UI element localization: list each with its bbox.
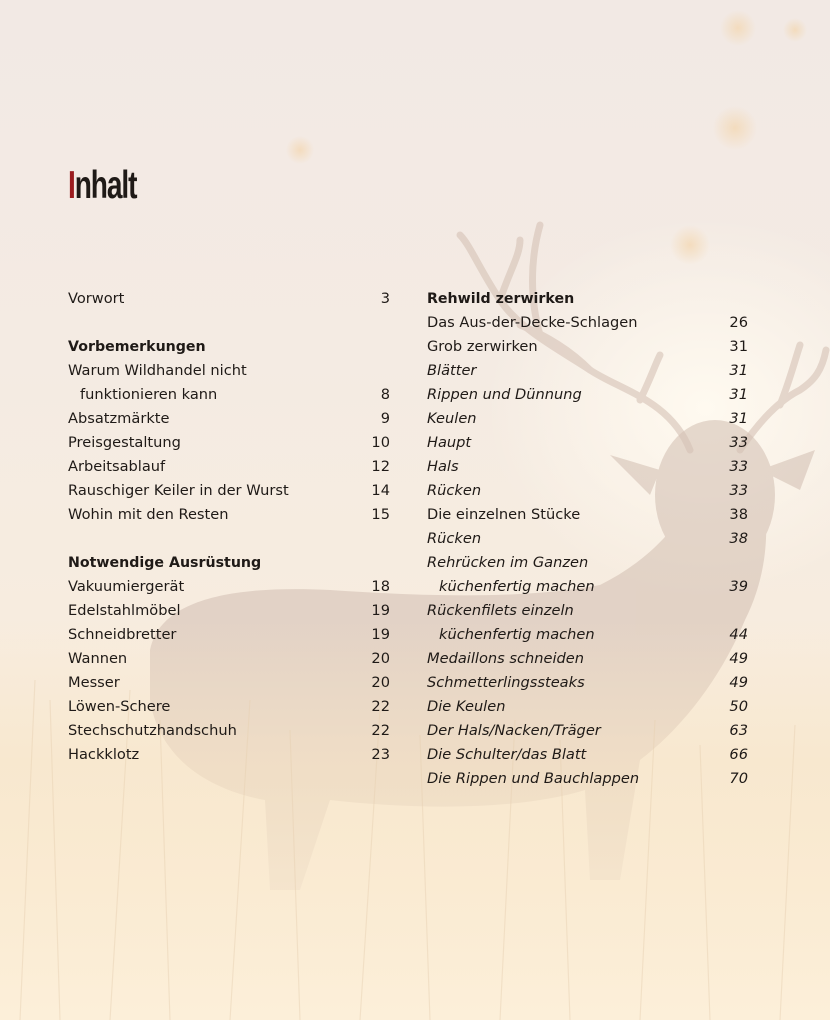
toc-entry[interactable] xyxy=(427,311,748,335)
toc-page-number: 19 xyxy=(371,602,390,619)
toc-entry-title: Warum Wildhandel nicht xyxy=(68,362,247,379)
toc-entry[interactable] xyxy=(68,407,390,431)
toc-entry[interactable] xyxy=(427,455,748,479)
toc-page-number: 63 xyxy=(729,722,748,739)
toc-entry-title: Schmetterlingssteaks xyxy=(427,674,585,691)
toc-entry-title: Preisgestaltung xyxy=(68,434,181,451)
toc-entry[interactable] xyxy=(427,647,748,671)
toc-entry-title: Wannen xyxy=(68,650,128,667)
toc-page-number: 14 xyxy=(371,482,390,499)
toc-entry[interactable] xyxy=(427,431,748,455)
toc-page-number: 38 xyxy=(729,506,748,523)
title-rest: nhalt xyxy=(74,164,137,207)
toc-page-number: 31 xyxy=(729,362,748,379)
toc-entry[interactable] xyxy=(68,503,390,527)
toc-spacer xyxy=(68,311,390,335)
toc-entry[interactable] xyxy=(68,287,390,311)
toc-spacer xyxy=(68,527,390,551)
toc-page-number: 66 xyxy=(729,746,748,763)
toc-page-number: 12 xyxy=(371,458,390,475)
toc-page-number: 33 xyxy=(729,482,748,499)
toc-entry[interactable] xyxy=(427,599,748,623)
toc-entry[interactable] xyxy=(427,383,748,407)
toc-entry[interactable] xyxy=(427,527,748,551)
toc-entry-title: Die einzelnen Stücke xyxy=(427,506,581,523)
toc-page-number: 33 xyxy=(729,434,748,451)
toc-entry-title: Das Aus-der-Decke-Schlagen xyxy=(427,314,638,331)
toc-entry-title: Rauschiger Keiler in der Wurst xyxy=(68,482,289,499)
toc-entry[interactable] xyxy=(68,383,390,407)
toc-entry-title: Rückenfilets einzeln xyxy=(427,602,574,619)
toc-section-heading xyxy=(427,287,748,311)
toc-entry-title: Wohin mit den Resten xyxy=(68,506,229,523)
toc-entry-title: funktionieren kann xyxy=(80,386,218,403)
toc-entry-title: Schneidbretter xyxy=(68,626,177,643)
toc-page-number: 44 xyxy=(729,626,748,643)
toc-entry-title: Die Schulter/das Blatt xyxy=(427,746,587,763)
toc-entry-title: Medaillons schneiden xyxy=(427,650,585,667)
toc-page-number: 31 xyxy=(729,338,748,355)
toc-entry[interactable] xyxy=(68,431,390,455)
toc-entry-title: Absatzmärkte xyxy=(68,410,170,427)
toc-entry-title: Vorwort xyxy=(68,290,125,307)
toc-entry-title: Die Keulen xyxy=(427,698,506,715)
toc-entry-title: Blätter xyxy=(427,362,477,379)
toc-entry[interactable] xyxy=(427,623,748,647)
toc-column-right xyxy=(427,287,748,791)
toc-entry-title: Rücken xyxy=(427,530,482,547)
toc-page-number: 50 xyxy=(729,698,748,715)
toc-entry[interactable] xyxy=(427,407,748,431)
toc-entry[interactable] xyxy=(427,575,748,599)
toc-entry[interactable] xyxy=(427,695,748,719)
toc-page-number: 9 xyxy=(380,410,390,427)
toc-entry[interactable] xyxy=(68,599,390,623)
toc-page-number: 49 xyxy=(729,650,748,667)
toc-page-number: 20 xyxy=(371,650,390,667)
toc-page-number: 31 xyxy=(729,386,748,403)
toc-entry-title: Hackklotz xyxy=(68,746,140,763)
toc-page-number: 15 xyxy=(371,506,390,523)
toc-entry-title: Hals xyxy=(427,458,459,475)
toc-section-heading xyxy=(68,335,390,359)
toc-page-number: 31 xyxy=(729,410,748,427)
toc-entry-title: Rehrücken im Ganzen xyxy=(427,554,589,571)
toc-entry-title: Vorbemerkungen xyxy=(68,339,206,355)
toc-entry[interactable] xyxy=(427,335,748,359)
toc-page-number: 33 xyxy=(729,458,748,475)
toc-entry[interactable] xyxy=(427,503,748,527)
toc-entry[interactable] xyxy=(68,671,390,695)
toc-page-number: 49 xyxy=(729,674,748,691)
toc-entry-title: Rippen und Dünnung xyxy=(427,386,582,403)
toc-entry-title: Vakuumiergerät xyxy=(68,578,185,595)
toc-entry-title: Löwen-Schere xyxy=(68,698,171,715)
toc-entry-title: Notwendige Ausrüstung xyxy=(68,555,262,571)
toc-page-number: 3 xyxy=(380,290,390,307)
toc-entry-title: Die Rippen und Bauchlappen xyxy=(427,770,640,787)
toc-column-left xyxy=(68,287,390,767)
toc-entry-title: Arbeitsablauf xyxy=(68,458,166,475)
toc-page-number: 10 xyxy=(371,434,390,451)
toc-page-number: 23 xyxy=(371,746,390,763)
toc-entry[interactable] xyxy=(68,623,390,647)
toc-page-number: 38 xyxy=(729,530,748,547)
toc-entry-title: Rehwild zerwirken xyxy=(427,291,575,307)
toc-entry[interactable] xyxy=(427,767,748,791)
toc-page-number: 39 xyxy=(729,578,748,595)
toc-entry-title: Haupt xyxy=(427,434,472,451)
toc-entry[interactable] xyxy=(68,695,390,719)
toc-page-number: 70 xyxy=(729,770,748,787)
toc-page-number: 26 xyxy=(729,314,748,331)
toc-page-number: 18 xyxy=(371,578,390,595)
toc-page-number: 8 xyxy=(380,386,390,403)
toc-entry[interactable] xyxy=(427,671,748,695)
title-initial: I xyxy=(68,164,75,207)
toc-page-number: 20 xyxy=(371,674,390,691)
toc-entry[interactable] xyxy=(427,743,748,767)
toc-entry[interactable] xyxy=(427,479,748,503)
toc-entry[interactable] xyxy=(68,455,390,479)
toc-entry-title: Der Hals/Nacken/Träger xyxy=(427,722,601,739)
toc-entry[interactable] xyxy=(68,719,390,743)
toc-entry[interactable] xyxy=(427,359,748,383)
toc-entry[interactable] xyxy=(68,479,390,503)
toc-entry[interactable] xyxy=(68,575,390,599)
toc-entry-title: küchenfertig machen xyxy=(439,578,595,595)
toc-entry-title: Messer xyxy=(68,674,120,691)
toc-entry-title: Rücken xyxy=(427,482,482,499)
toc-entry[interactable] xyxy=(68,359,390,383)
toc-entry-title: Grob zerwirken xyxy=(427,338,538,355)
toc-entry[interactable] xyxy=(68,743,390,767)
toc-page-number: 22 xyxy=(371,722,390,739)
toc-entry-title: Edelstahlmöbel xyxy=(68,602,181,619)
toc-page-number: 19 xyxy=(371,626,390,643)
toc-entry[interactable] xyxy=(427,551,748,575)
toc-page-number: 22 xyxy=(371,698,390,715)
toc-section-heading xyxy=(68,551,390,575)
toc-entry[interactable] xyxy=(68,647,390,671)
toc-entry[interactable] xyxy=(427,719,748,743)
page-title xyxy=(68,166,136,205)
toc-entry-title: küchenfertig machen xyxy=(439,626,595,643)
toc-entry-title: Stechschutzhandschuh xyxy=(68,722,237,739)
toc-entry-title: Keulen xyxy=(427,410,477,427)
